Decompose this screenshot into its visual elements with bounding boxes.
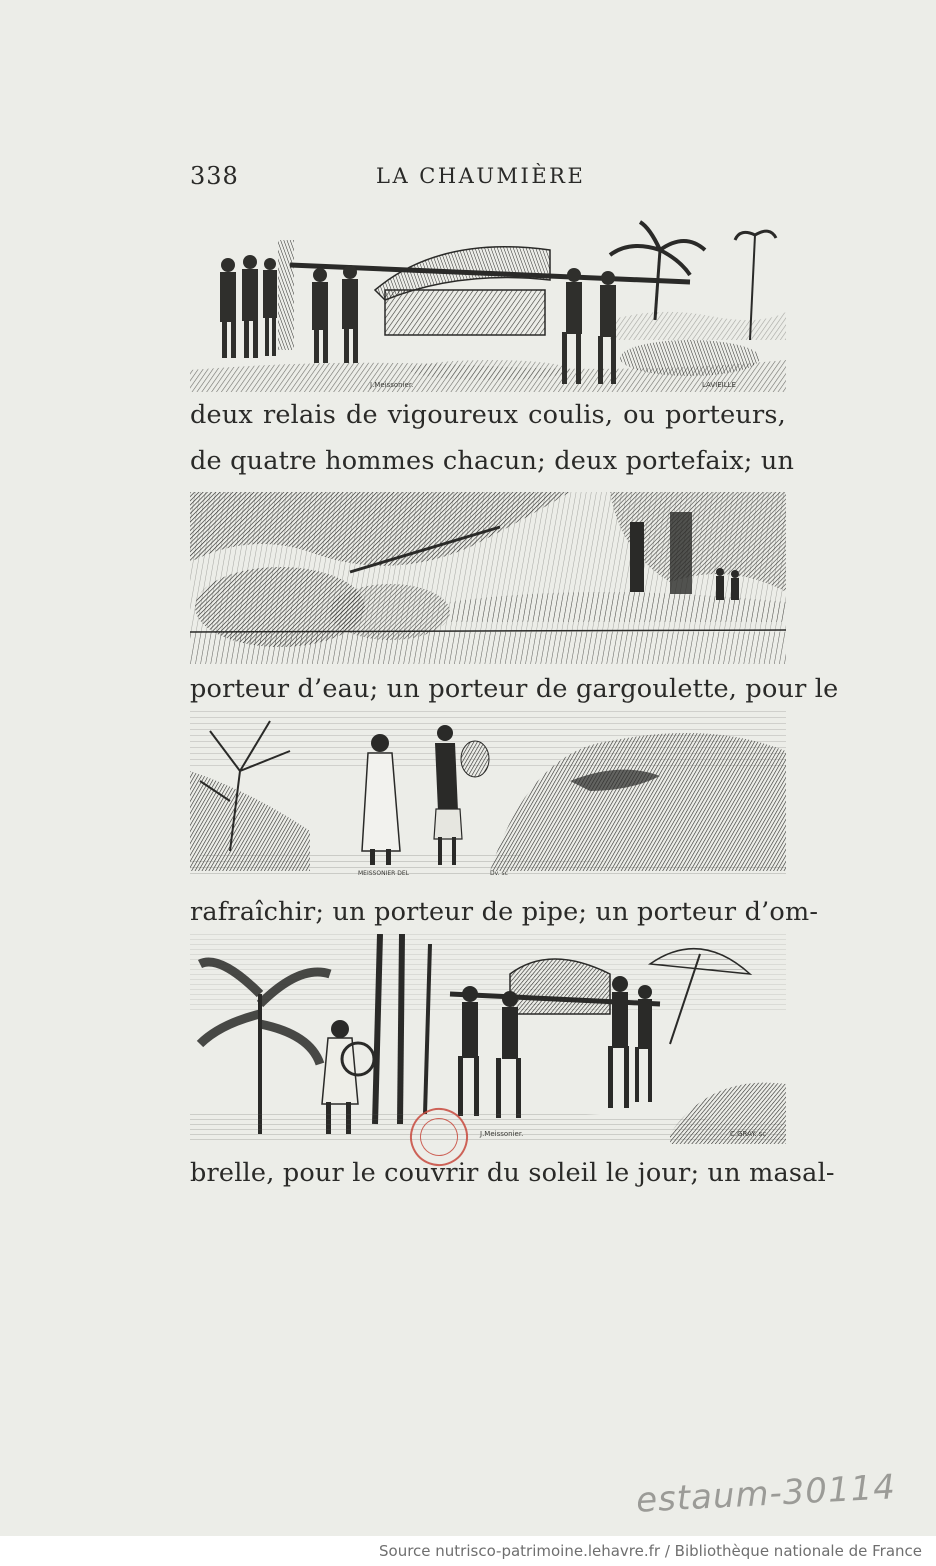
running-title: LA CHAUMIÈRE	[376, 164, 586, 188]
footer-bar	[0, 1536, 936, 1566]
body-text-line: de quatre hommes chacun; deux portefaix; un	[190, 446, 795, 476]
body-text-line: porteur d’eau; un porteur de gargoulette, pour le	[190, 674, 839, 704]
engraving-signature: MEISSONIER DEL	[358, 870, 409, 877]
engraving-walkers	[190, 711, 786, 879]
body-text-line: rafraîchir; un porteur de pipe; un porteur d’om-	[190, 897, 819, 927]
body-text-line: brelle, pour le couvrir du soleil le jour; un masal-	[190, 1158, 835, 1188]
engraving-signature: J.Meissonier.	[370, 381, 414, 389]
engraving-procession	[190, 934, 786, 1144]
engraving-signature: J.Meissonier.	[480, 1130, 524, 1138]
engraving-palanquin	[190, 220, 786, 392]
engraving-signature: LAVIEILLE	[702, 381, 736, 389]
engraving-signature: Dv. sc	[490, 870, 508, 877]
engraving-signature: C.GRAY. sc	[730, 1130, 767, 1138]
handwritten-shelfmark: estaum-30114	[635, 1467, 897, 1521]
page-number: 338	[190, 162, 239, 190]
footer-source-text: Source nutrisco-patrimoine.lehavre.fr / Bibliothèque nationale de France	[379, 1542, 922, 1560]
library-stamp-ring	[414, 1112, 464, 1162]
engraving-forest-landscape	[190, 492, 786, 664]
body-text-line: deux relais de vigoureux coulis, ou porteurs,	[190, 400, 786, 430]
